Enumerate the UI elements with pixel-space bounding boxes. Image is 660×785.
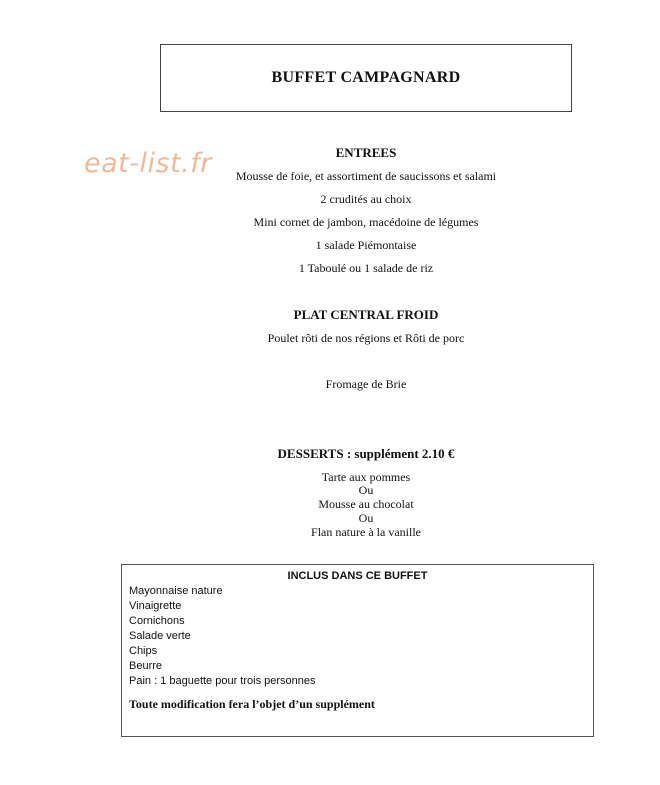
entree-item: 1 salade Piémontaise: [315, 238, 417, 252]
dessert-item: Tarte aux pommes: [321, 470, 411, 484]
included-item: Salade verte: [129, 630, 191, 642]
dessert-or: Ou: [358, 483, 374, 497]
plat-heading: PLAT CENTRAL FROID: [293, 307, 439, 322]
dessert-item: Flan nature à la vanille: [311, 525, 421, 539]
watermark-logo: eat-list.fr: [84, 148, 212, 179]
included-item: Pain : 1 baguette pour trois personnes: [129, 675, 316, 687]
included-item: Vinaigrette: [129, 600, 182, 612]
dessert-item: Mousse au chocolat: [318, 497, 414, 511]
entree-item: 1 Taboulé ou 1 salade de riz: [298, 261, 434, 275]
included-title: INCLUS DANS CE BUFFET: [287, 570, 428, 582]
entree-item: Mousse de foie, et assortiment de saucissons et salami: [235, 169, 497, 183]
plat-item: Poulet rôti de nos régions et Rôti de porc: [267, 331, 465, 345]
included-item: Chips: [129, 645, 158, 657]
included-item: Cornichons: [129, 615, 185, 627]
entree-item: 2 crudités au choix: [320, 192, 412, 206]
modification-note: Toute modification fera l’objet d’un supplément: [129, 697, 375, 711]
entrees-heading: ENTREES: [335, 145, 397, 160]
entree-item: Mini cornet de jambon, macédoine de légumes: [253, 215, 479, 229]
included-box: [121, 564, 594, 737]
included-item: Mayonnaise nature: [129, 585, 223, 597]
fromage-item: Fromage de Brie: [325, 377, 407, 391]
desserts-heading: DESSERTS : supplément 2.10 €: [277, 446, 455, 461]
menu-body: [110, 0, 622, 560]
menu-title: BUFFET CAMPAGNARD: [271, 69, 461, 86]
included-item: Beurre: [129, 660, 163, 672]
dessert-or: Ou: [358, 511, 374, 525]
